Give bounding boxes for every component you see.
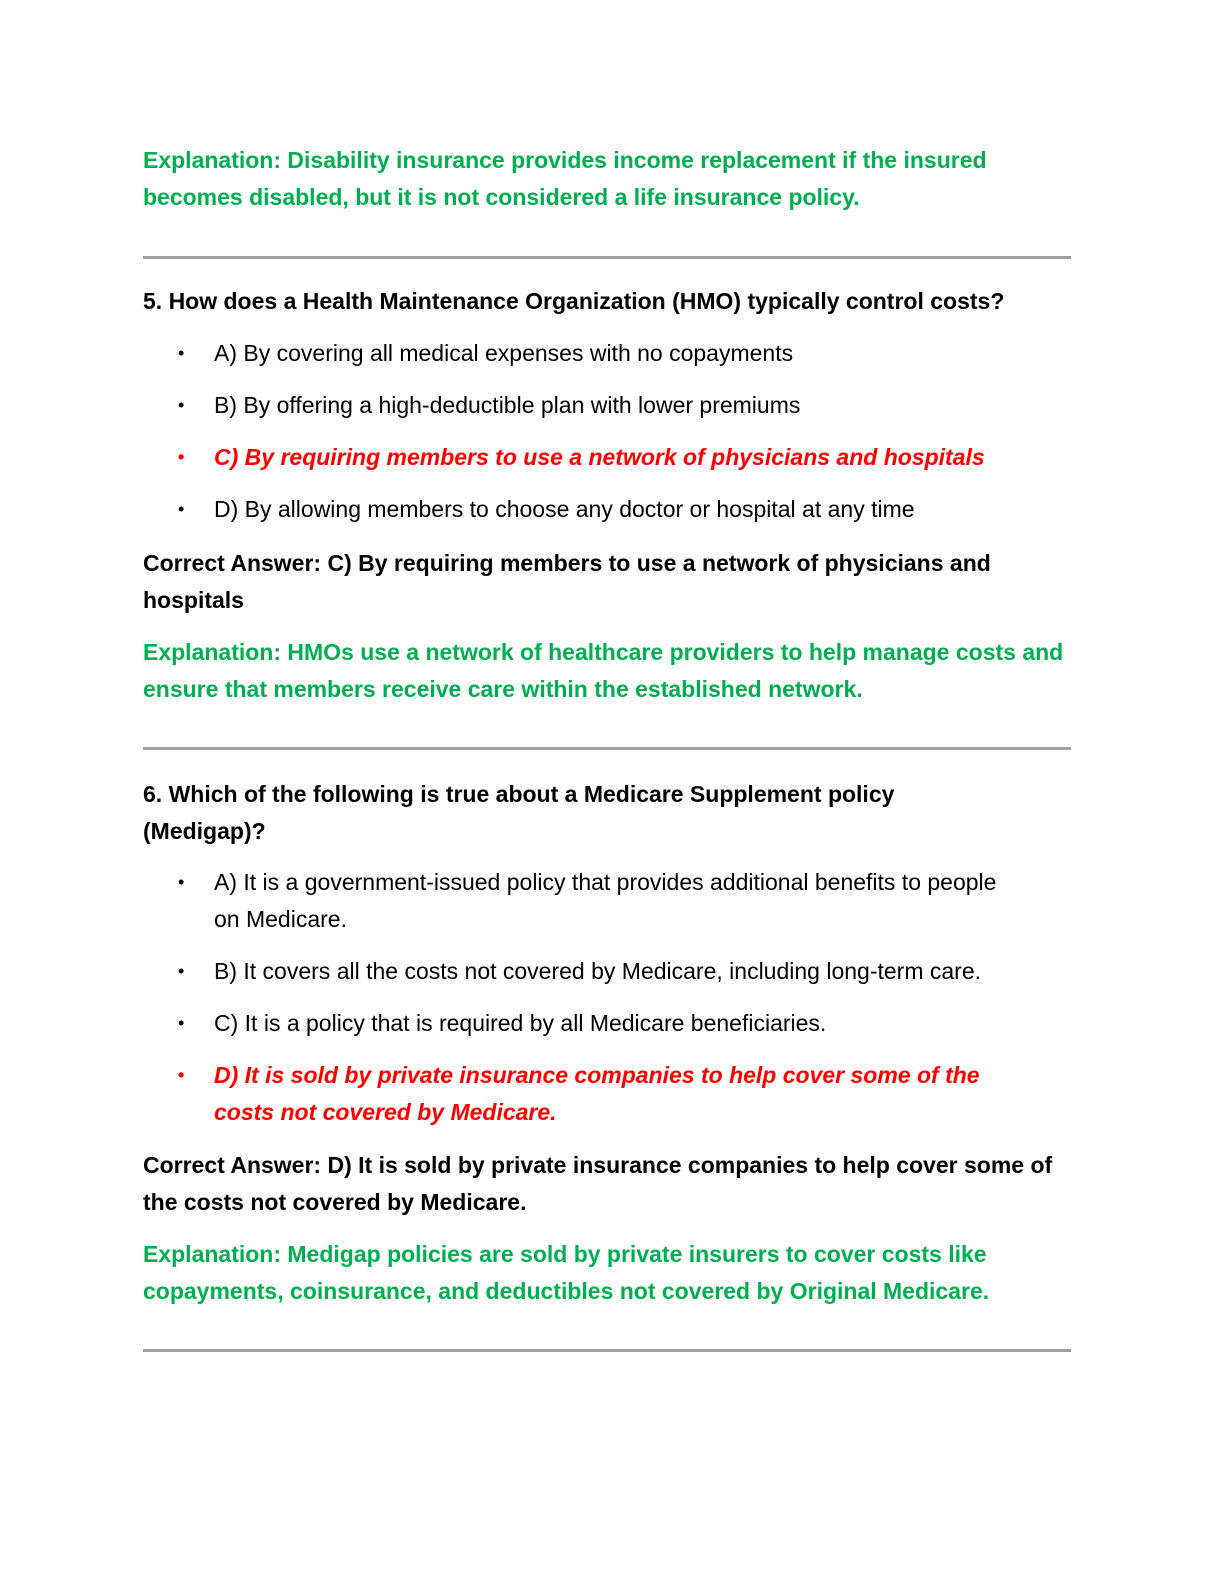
q6-question: 6. Which of the following is true about a Medicare Supplement policy (Medigap)? [143, 781, 895, 844]
option-text: C) By requiring members to use a network of physicians and hospitals [214, 444, 985, 470]
section-divider [143, 256, 1071, 259]
q5-option-d [143, 491, 1071, 528]
section-divider [143, 747, 1071, 750]
bullet-icon: • [178, 395, 185, 415]
bullet-icon: • [178, 1065, 185, 1085]
q6-explanation: Explanation: Medigap policies are sold by private insurers to cover costs like copayments, coinsurance, and deductibles not covered by Original Medicare. [143, 1241, 990, 1304]
q6-option-b [143, 953, 1071, 990]
q4-explanation: Explanation: Disability insurance provides income replacement if the insured becomes disabled, but it is not considered a life insurance policy. [143, 147, 987, 210]
q6-correct-answer: Correct Answer: D) It is sold by private insurance companies to help cover some of the costs not covered by Medicare. [143, 1152, 1053, 1215]
q5-option-c [143, 439, 1071, 476]
bullet-icon: • [178, 1013, 185, 1033]
q5-options [143, 335, 1071, 528]
q5-explanation: Explanation: HMOs use a network of healthcare providers to help manage costs and ensure that members receive care within the established network. [143, 639, 1064, 702]
option-text: A) By covering all medical expenses with no copayments [214, 340, 794, 366]
q6-option-d [143, 1057, 1014, 1131]
bullet-icon: • [178, 872, 185, 892]
option-text: C) It is a policy that is required by all Medicare beneficiaries. [214, 1010, 827, 1036]
section-divider [143, 1349, 1071, 1352]
q5-question: 5. How does a Health Maintenance Organization (HMO) typically control costs? [143, 288, 1005, 314]
option-text: D) It is sold by private insurance companies to help cover some of the costs not covered by Medicare. [214, 1062, 980, 1125]
option-text: B) By offering a high-deductible plan with lower premiums [214, 392, 801, 418]
bullet-icon: • [178, 961, 185, 981]
option-text: D) By allowing members to choose any doctor or hospital at any time [214, 496, 915, 522]
bullet-icon: • [178, 343, 185, 363]
option-text: B) It covers all the costs not covered by Medicare, including long-term care. [214, 958, 982, 984]
bullet-icon: • [178, 447, 185, 467]
q5-option-b [143, 387, 1071, 424]
q6-option-c [143, 1005, 1071, 1042]
q5-correct-answer: Correct Answer: C) By requiring members to use a network of physicians and hospitals [143, 550, 991, 613]
q6-options [143, 864, 1071, 1131]
q5-option-a [143, 335, 1071, 372]
q6-option-a [143, 864, 1014, 938]
bullet-icon: • [178, 499, 185, 519]
option-text: A) It is a government-issued policy that provides additional benefits to people on Medicare. [214, 869, 997, 932]
